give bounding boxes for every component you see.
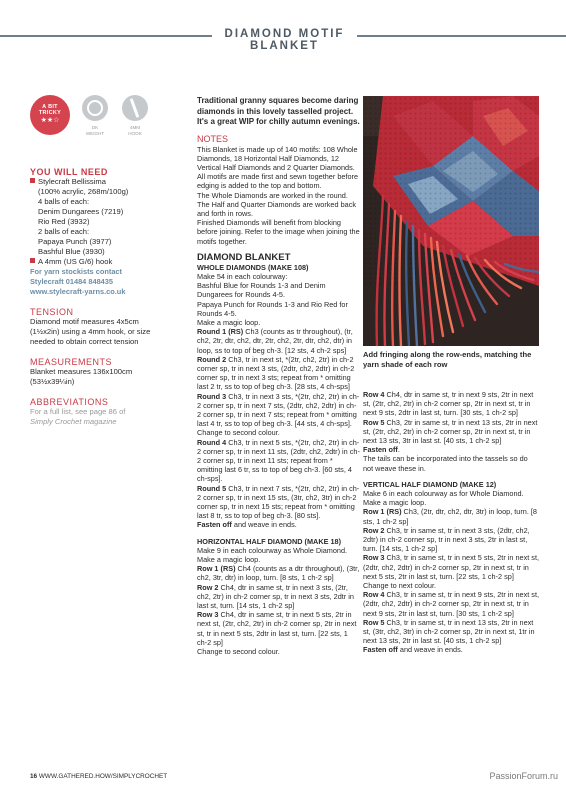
tension-line: needed to obtain correct tension	[30, 337, 139, 346]
pattern-column-right	[363, 390, 539, 655]
instruction-line: Make 6 in each colourway as for Whole Diamond.	[363, 489, 524, 499]
list-item: 4 balls of each:	[38, 197, 90, 206]
row-4: Row 4 Ch4, dtr in same st, tr in next 9 sts, 2tr in next st, (2tr, ch2, 2tr) in ch-2 corner sp, 2tr in next st, tr in next 9 sts, 2dtr in last st, turn. [30 sts, 1 ch-2 sp]	[363, 390, 534, 418]
notes-paragraph: Finished Diamonds will benefit from blocking before joining. Refer to the image when joining the motifs together.	[197, 218, 360, 246]
instruction-line: Change to second colour.	[197, 647, 280, 657]
abbreviations-line: For a full list, see page 86 of	[30, 407, 126, 416]
hook-label-2: HOOK	[128, 130, 142, 136]
row-3: Row 3 Ch3, tr in same st, tr in next 5 sts, 2tr in next st, (2dtr, ch2, 2dtr) in ch-2 corner sp, 2tr in next st, tr in next 5 sts, 2tr in last st, turn. [22 sts, 1 ch-2 sp]	[363, 553, 540, 581]
stockist-contact: For yarn stockists contact	[30, 267, 123, 276]
list-item: Bashful Blue (3930)	[38, 247, 105, 256]
notes-paragraph: The Whole Diamonds are worked in the round. The Half and Quarter Diamonds are worked back and forth in rows.	[197, 190, 356, 218]
row-5: Row 5 Ch3, tr in same st, tr in next 13 sts, 2tr in next st, (3tr, ch2, 3tr) in ch-2 corner sp, 2tr in next st, 1tr in next 13 sts, 2tr in last st. [40 sts, 1 ch-2 sp]	[363, 617, 535, 646]
list-item: (100% acrylic, 268m/100g)	[38, 187, 129, 196]
round-3: Round 3 Ch3, tr in next 3 sts, *(2tr, ch2, 2tr) in ch-2 corner sp, tr in next 7 sts, (2dtr, ch2, 2dtr) in ch-2 corner sp, tr in next 7 sts; repeat from * omitting last 4 tr, ss to top of beg ch-3. [44 sts, 4 ch-sps].	[197, 391, 360, 429]
instruction-line: Bashful Blue for Rounds 1-3 and Denim Dungarees for Rounds 4-5.	[197, 281, 326, 300]
tension-heading: TENSION	[30, 307, 74, 317]
list-item: A 4mm (US G/6) hook	[30, 257, 178, 267]
instruction-line: Change to second colour.	[197, 428, 280, 438]
yarn-weight-badge	[78, 95, 112, 135]
yarn-ball-icon	[82, 95, 108, 121]
notes-heading: NOTES	[197, 133, 229, 144]
page-footer	[30, 773, 167, 780]
notes-paragraph: This Blanket is made up of 140 motifs: 108 Whole Diamonds, 18 Horizontal Half Diamonds, 12 Vertical Half Diamonds and 2 Quarter Diamonds. All motifs are made first and sewn together before edging is added to the top and bottom.	[197, 144, 359, 191]
difficulty-line1: A BIT	[42, 104, 58, 110]
instruction-line: The tails can be incorporated into the tassels so do not weave these in.	[363, 454, 528, 473]
fasten-off: Fasten off and weave in ends.	[363, 645, 463, 655]
row-2: Row 2 Ch3, tr in same st, tr in next 3 sts, (2dtr, ch2, 2dtr) in ch-2 corner sp, tr in next 3 sts, 2tr in last st, turn. [14 sts, 1 ch-2 sp]	[363, 525, 530, 554]
instruction-line: Make a magic loop.	[197, 317, 261, 327]
yarn-weight-label-1: DK	[91, 125, 99, 130]
bullet-square-icon	[30, 178, 35, 183]
measurements-heading: MEASUREMENTS	[30, 357, 113, 367]
whole-diamonds-heading: WHOLE DIAMONDS (MAKE 108)	[197, 262, 309, 272]
horizontal-half-heading: HORIZONTAL HALF DIAMOND (MAKE 18)	[197, 536, 342, 546]
abbreviations-heading: ABBREVIATIONS	[30, 397, 109, 407]
measurements-line: Blanket measures 136x100cm	[30, 367, 133, 376]
blanket-heading: DIAMOND BLANKET	[197, 251, 291, 263]
intro-text: Traditional granny squares become daring diamonds in this lovely tasselled project. It's a great WIP for chilly autumn evenings.	[197, 96, 360, 126]
row-1: Row 1 (RS) Ch4 (counts as a dtr throughout), (3tr, ch2, 3tr, dtr) in loop, turn. [8 sts, 1 ch-2 sp]	[197, 564, 360, 583]
instruction-line: Papaya Punch for Rounds 1-3 and Rio Red for Rounds 4-5.	[197, 299, 348, 318]
difficulty-badge	[30, 95, 70, 135]
yarn-weight-label-2: WEIGHT	[85, 130, 105, 136]
row-1: Row 1 (RS) Ch3, (2tr, dtr, ch2, dtr, 3tr) in loop, turn. [8 sts, 1 ch-2 sp]	[363, 507, 537, 526]
tension-line: Diamond motif measures 4x5cm	[30, 317, 139, 326]
watermark: PassionForum.ru	[489, 771, 558, 781]
measurements-line: (53½x39¼in)	[30, 377, 75, 386]
bullet-square-icon	[30, 258, 35, 263]
instruction-line: Change to next colour.	[363, 581, 437, 591]
hook-size-badge	[118, 95, 152, 135]
instruction-line: Make a magic loop.	[197, 555, 261, 565]
instruction-line: Make 9 in each colourway as Whole Diamond.	[197, 545, 348, 555]
materials-list	[30, 177, 178, 267]
list-item: Papaya Punch (3977)	[38, 237, 112, 246]
row-5: Row 5 Ch3, 2tr in same st, tr in next 13 sts, 2tr in next st, (2tr, ch2, 2tr) in ch-2 corner sp, 2tr in next st, tr in next 13 sts, 3tr in last st. [40 sts, 1 ch-2 sp]	[363, 417, 538, 446]
blanket-photo	[363, 96, 539, 346]
abbreviations-line: Simply Crochet magazine	[30, 417, 117, 426]
list-item: 2 balls of each:	[38, 227, 90, 236]
badges	[30, 95, 178, 151]
stockist-phone: Stylecraft 01484 848435	[30, 277, 114, 286]
row-2: Row 2 Ch4, dtr in same st, tr in next 3 sts, (2tr, ch2, 2tr) in ch-2 corner sp, tr in next 3 sts, 2dtr in last st, turn. [14 sts, 1 ch-2 sp]	[197, 582, 354, 611]
materials-column	[30, 95, 178, 427]
footer-url[interactable]: WWW.GATHERED.HOW/SIMPLYCROCHET	[37, 773, 168, 780]
round-2: Round 2 Ch3, tr in next st, *(2tr, ch2, 2tr) in ch-2 corner sp, tr in next 3 sts, (2dtr, ch2, 2dtr) in ch-2 corner sp, tr in next 3 sts; repeat from * omitting last 2 tr, ss to top of beg ch-3. [28 sts, 4 ch-sps]	[197, 354, 355, 392]
round-1: Round 1 (RS) Ch3 (counts as tr throughout), (tr, ch2, 2tr, dtr, ch2, dtr, 2tr, ch2, 2tr, dtr, ch2, dtr) in loop, ss to top of beg ch-3. [12 sts, 4 ch-2 sps]	[197, 327, 353, 355]
list-item: Rio Red (3932)	[38, 217, 90, 226]
stockist-link[interactable]: www.stylecraft-yarns.co.uk	[30, 287, 126, 296]
header-rule-left	[0, 35, 212, 37]
photo-caption: Add fringing along the row-ends, matching the yarn shade of each row	[363, 350, 532, 369]
pattern-column	[197, 96, 360, 656]
page-number: 16	[30, 773, 38, 780]
round-4: Round 4 Ch3, tr in next 5 sts, *(2tr, ch2, 2tr) in ch-2 corner sp, tr in next 11 sts, (2dtr, ch2, 2dtr) in ch-2 corner sp, tr in next 11 sts; repeat from * omitting last 6 tr, ss to top of beg ch-3. [60 sts, 4 ch-sps].	[197, 437, 360, 484]
fasten-off: Fasten off.	[363, 445, 400, 455]
round-5: Round 5 Ch3, tr in next 7 sts, *(2tr, ch2, 2tr) in ch-2 corner sp, tr in next 15 sts, (3tr, ch2, 3tr) in ch-2 corner sp, tr in next 15 sts; repeat from * omitting last 8 tr, ss to top of beg ch-3. [80 sts].	[197, 483, 360, 521]
list-item: Stylecraft Bellissima	[30, 177, 178, 187]
you-will-need-heading: YOU WILL NEED	[30, 167, 108, 177]
difficulty-stars: ★★☆	[40, 117, 60, 124]
tension-line: (1½x2in) using a 4mm hook, or size	[30, 327, 151, 336]
page-title: DIAMOND MOTIF BLANKET	[224, 28, 345, 52]
hook-label-1: 4MM	[129, 125, 141, 130]
crochet-hook-icon	[122, 95, 148, 121]
list-item: Denim Dungarees (7219)	[38, 207, 124, 216]
row-4: Row 4 Ch3, tr in same st, tr in next 9 sts, 2tr in next st, (2dtr, ch2, 2dtr) in ch-2 corner sp, 2tr in next st, tr in next 9 sts, 2tr in last st, turn. [30 sts, 1 ch-2 sp]	[363, 590, 540, 618]
header-rule-right	[357, 35, 566, 37]
difficulty-line2: TRICKY	[38, 110, 62, 116]
row-3: Row 3 Ch4, dtr in same st, tr in next 5 sts, 2tr in next st, (2tr, ch2, 2tr) in ch-2 corner sp, 2tr in next st, tr in next 5 sts, 2dtr in last st, turn. [22 sts, 1 ch-2 sp]	[197, 610, 357, 647]
instruction-line: Make 54 in each colourway:	[197, 271, 288, 281]
fasten-off: Fasten off and weave in ends.	[197, 520, 297, 530]
instruction-line: Make a magic loop.	[363, 498, 427, 508]
vertical-half-heading: VERTICAL HALF DIAMOND (MAKE 12)	[363, 479, 497, 489]
